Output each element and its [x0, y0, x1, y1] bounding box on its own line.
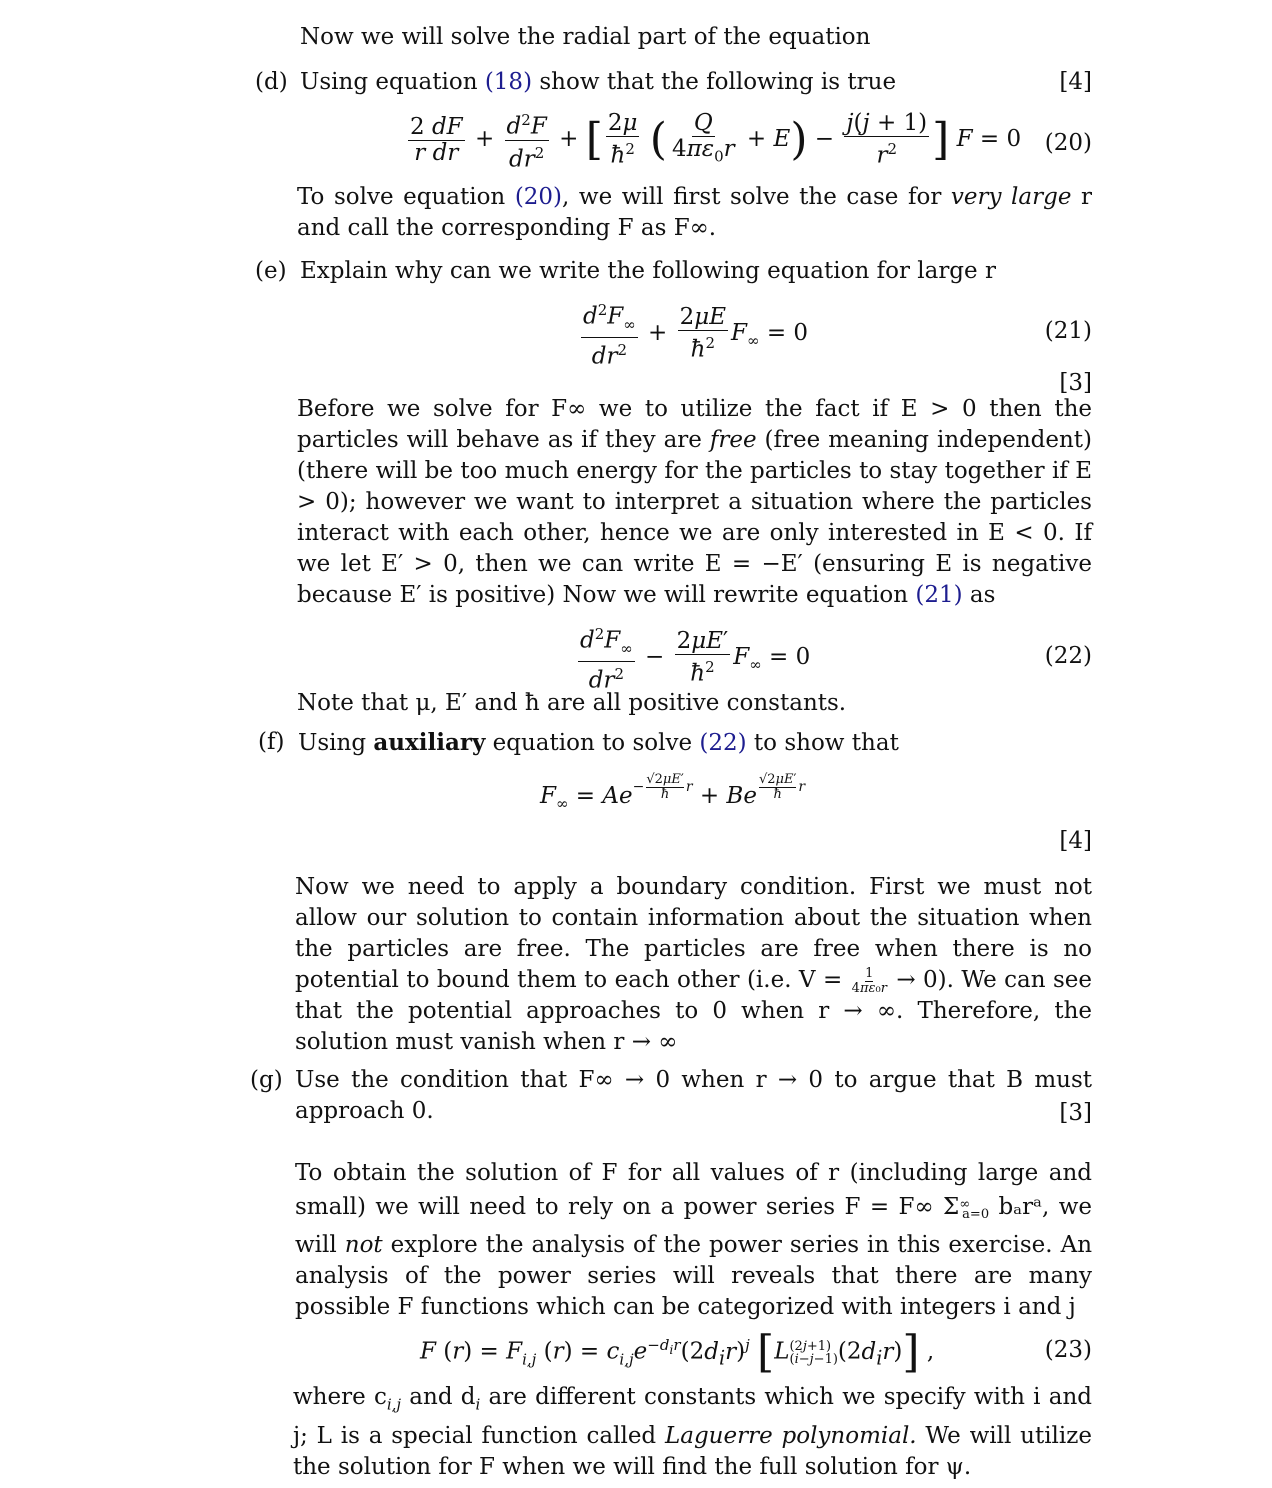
part-d-marks: [4] — [1059, 69, 1092, 95]
intro-text: Now we will solve the radial part of the equation — [300, 24, 871, 50]
equation-ref-21[interactable]: (21) — [915, 582, 963, 608]
part-f-marks: [4] — [1059, 828, 1092, 854]
equation-22: $\frac{d^2F_\infty}{dr^2}$ − $\frac{2\mu E'}{ħ^2}$ $F_\infty = 0$ — [575, 622, 810, 694]
part-g-closing: where $c_{i,j}$ and $d_i$ are different constants which we specify with i and j; L is a special function called Laguerre polynomial. We will utilize the solution for F when we will find the full solution for ψ. — [293, 1384, 1092, 1480]
part-g-prompt: Use the condition that F∞ → 0 when r → 0 to argue that B must approach 0. — [295, 1067, 1092, 1124]
equation-21: $\frac{d^2F_\infty}{dr^2}$ + $\frac{2\mu E}{ħ^2}$ $F_\infty = 0$ — [578, 298, 808, 370]
part-d-label: (d) — [255, 69, 288, 95]
part-e-paragraph: Before we solve for F∞ we to utilize the fact if E > 0 then the particles will behave as if they are free (free meaning independent) (there will be too much energy for the particles to stay together if E > 0); however we want to interpret a situation where the particles interact with each other, hence we are only interested in E < 0. If we let E′ > 0, then we can write E = −E′ (ensuring E is negative because E′ is positive) Now we will rewrite equation (21) as — [297, 396, 1092, 608]
equation-23: F $(r) = F_{i,j}$ $(r) = c_{i,j}e^{-d_ir}(2d_ir)^j$ [L (2j+1) (i−j−1) $(2d_ir)$] , — [420, 1326, 935, 1378]
part-g-paragraph: To obtain the solution of F for all values of r (including large and small) we will need to rely on a power series F = F∞ Σ∞a=0 bₐrᵃ, we will not explore the analysis of the power series in this exercise. An analysis of the power series will reveals that there are many possible F functions which can be categorized with integers i and j — [295, 1160, 1093, 1320]
equation-ref-18[interactable]: (18) — [484, 69, 533, 95]
equation-20: $\frac{2 dF}{\text{r dr}}$ + $\frac{d^2F}{dr^2}$ + [ $\frac{2\mu}{ħ^2}$ ( $\frac{Q}{4\pi\varepsilon_0r}$ + E) − $\frac{j(j + 1)}{r^2}$ ] F = 0 — [410, 109, 1022, 173]
part-f-paragraph: Now we need to apply a boundary condition. First we must not allow our solution to contain information about the situation when the particles are free. The particles are free when there is no potential to bound them to each other (i.e. V = $\frac{1}{\text{4πε₀r}}$ → 0). We can see that the potential approaches to 0 when r → ∞. Therefore, the solution must vanish when r → ∞ — [295, 874, 1093, 1055]
eq-number-23: (23) — [1044, 1337, 1092, 1363]
equation-ref-22[interactable]: (22) — [699, 730, 747, 756]
part-f-label: (f) — [258, 729, 285, 755]
eq-number-21: (21) — [1044, 318, 1092, 344]
eq-number-20: (20) — [1044, 130, 1092, 156]
part-e-label: (e) — [255, 258, 287, 284]
part-e-prompt: Explain why can we write the following equation for large r — [300, 258, 996, 284]
equation-f-solution: $F_\infty = Ae^{- \frac{√2\mu E'}{ħ} r} + Be$ $^{\frac{√2\mu E'}{ħ} r}$ — [540, 771, 806, 813]
part-f-prompt: Using auxiliary equation to solve (22) to show that — [298, 729, 899, 756]
part-e-note: Note that μ, E′ and ħ are all positive constants. — [297, 690, 847, 716]
part-d-prompt: Using equation (18) show that the following is true — [300, 69, 897, 95]
equation-ref-20[interactable]: (20) — [514, 184, 563, 210]
part-e-marks: [3] — [1059, 370, 1092, 396]
part-d-followup: To solve equation (20), we will first solve the case for very large r and call the corresponding F as F∞. — [297, 184, 1093, 241]
eq-number-22: (22) — [1044, 643, 1092, 669]
part-g-marks: [3] — [1059, 1100, 1092, 1126]
part-g-label: (g) — [250, 1067, 283, 1093]
